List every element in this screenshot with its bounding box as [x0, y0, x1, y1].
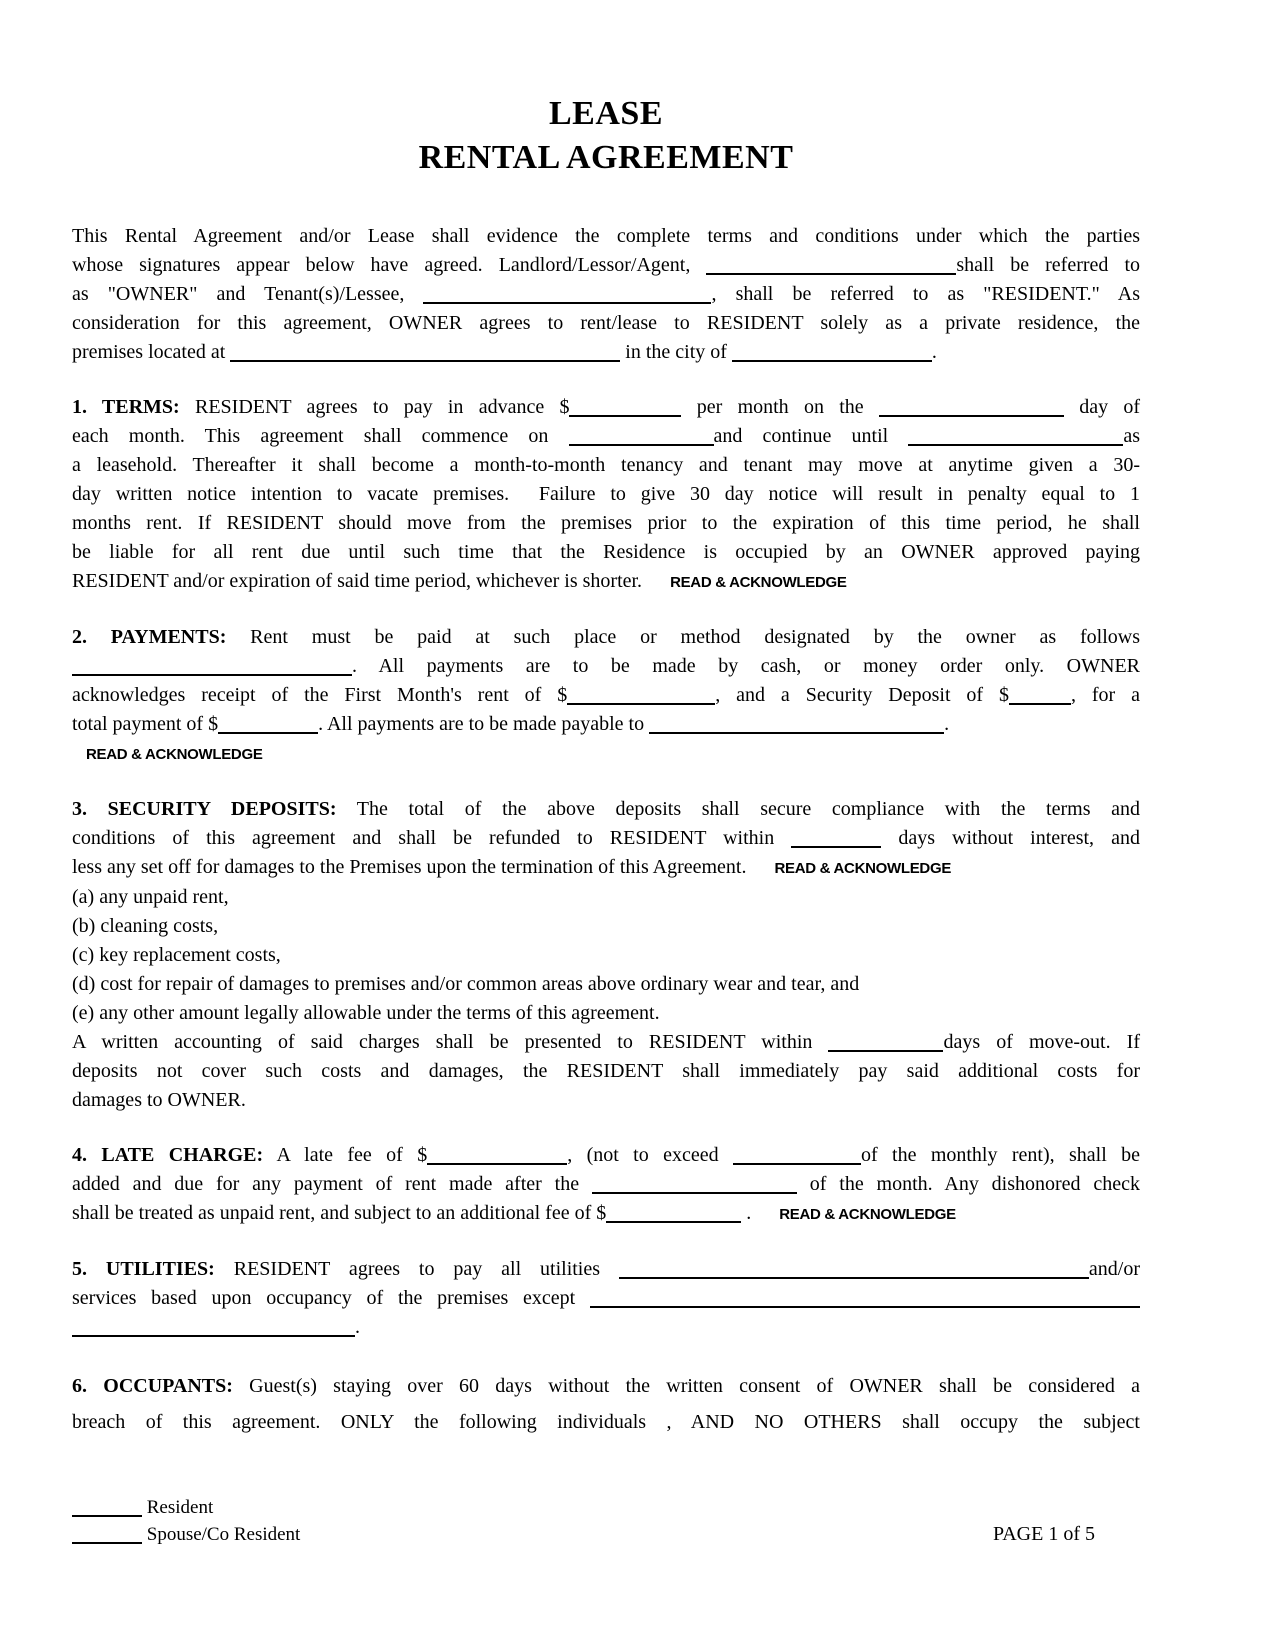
- text-run: consideration for this agreement, OWNER agrees to rent/lease to RESIDENT solely as a private residence, the: [72, 312, 1140, 334]
- section-intro: [72, 222, 1140, 367]
- text-line: [72, 623, 1140, 652]
- text-run: as: [1123, 425, 1140, 447]
- text-run: days without interest, and: [881, 827, 1140, 849]
- text-line: [72, 824, 1140, 853]
- text-line: [72, 222, 1140, 251]
- text-run: .: [931, 341, 937, 363]
- fill-in-blank: [649, 728, 944, 734]
- section-heading: 1. TERMS:: [72, 396, 180, 418]
- document-title: [72, 0, 1140, 180]
- text-run: premises located at: [72, 341, 231, 363]
- text-line: [72, 1057, 1140, 1086]
- text-run: , (not to exceed: [567, 1144, 733, 1166]
- text-run: as "OWNER" and Tenant(s)/Lessee,: [72, 283, 424, 305]
- text-run: Rent must be paid at such place or method designated by the owner as follows: [226, 626, 1140, 648]
- fill-in-blank: [569, 411, 681, 417]
- signature-row: [72, 1521, 1140, 1548]
- fill-in-blank: [427, 1159, 567, 1165]
- text-run: Guest(s) staying over 60 days without the written consent of OWNER shall be considered a: [232, 1375, 1140, 1397]
- text-run: total payment of $: [72, 713, 219, 735]
- section-heading: 4. LATE CHARGE:: [72, 1144, 264, 1166]
- text-run: of the monthly rent), shall be: [860, 1144, 1141, 1166]
- text-line: [72, 1284, 1140, 1313]
- section-terms: [72, 393, 1140, 597]
- section-utilities: [72, 1255, 1140, 1342]
- text-run: .: [944, 713, 950, 735]
- text-run: be liable for all rent due until such time that the Residence is occupied by an OWNER approved paying: [72, 541, 1140, 563]
- text-line: [72, 652, 1140, 681]
- fill-in-blank: [1009, 699, 1071, 705]
- read-acknowledge-label: READ & ACKNOWLEDGE: [779, 1206, 956, 1223]
- document-title-line2: RENTAL AGREEMENT: [418, 139, 794, 176]
- text-line: [72, 251, 1140, 280]
- fill-in-blank: [791, 842, 881, 848]
- read-acknowledge-label: READ & ACKNOWLEDGE: [774, 860, 952, 877]
- text-run: The total of the above deposits shall secure compliance with the terms and: [336, 798, 1141, 820]
- section-payments: [72, 623, 1140, 769]
- text-run: conditions of this agreement and shall be refunded to RESIDENT within: [72, 827, 792, 849]
- text-run: day written notice intention to vacate premises. Failure to give 30 day notice will result in penalty equal to 1: [72, 483, 1140, 505]
- text-line: [72, 941, 1140, 970]
- section-heading: 5. UTILITIES:: [72, 1258, 215, 1280]
- text-line: [72, 1199, 1140, 1229]
- text-run: .: [741, 1202, 752, 1224]
- text-line: [72, 509, 1140, 538]
- signer-label: Spouse/Co Resident: [146, 1524, 301, 1545]
- text-line: [72, 710, 1140, 739]
- text-run: RESIDENT agrees to pay all utilities: [214, 1258, 619, 1280]
- text-run: in the city of: [620, 341, 732, 363]
- text-line: [72, 1368, 1140, 1404]
- text-line: [72, 451, 1140, 480]
- fill-in-blank: [218, 728, 318, 734]
- text-run: A written accounting of said charges shall be presented to RESIDENT within: [72, 1031, 829, 1053]
- fill-in-blank: [72, 670, 352, 676]
- fill-in-blank: [606, 1217, 741, 1223]
- text-line: [72, 681, 1140, 710]
- text-run: deposits not cover such costs and damages, the RESIDENT shall immediately pay said additional costs for: [72, 1060, 1140, 1082]
- text-run: .: [355, 1316, 360, 1338]
- signature-blank: [72, 1538, 142, 1544]
- text-line: [72, 1170, 1140, 1199]
- section-late-charge: [72, 1141, 1140, 1229]
- text-run: per month on the: [681, 396, 879, 418]
- text-line: [72, 567, 1140, 597]
- fill-in-blank: [590, 1302, 1140, 1308]
- text-line: [72, 1028, 1140, 1057]
- text-run: RESIDENT and/or expiration of said time period, whichever is shorter.: [72, 570, 643, 592]
- text-line: [72, 1086, 1140, 1115]
- text-run: acknowledges receipt of the First Month's rent of $: [72, 684, 568, 706]
- signature-row: [72, 1494, 1140, 1521]
- document-content: [72, 0, 1140, 1466]
- fill-in-blank: [230, 356, 620, 362]
- text-line: [72, 739, 1140, 769]
- read-acknowledge-label: READ & ACKNOWLEDGE: [670, 574, 847, 591]
- document-body: [72, 222, 1140, 1440]
- text-line: [72, 480, 1140, 509]
- text-run: added and due for any payment of rent made after the: [72, 1173, 592, 1195]
- fill-in-blank: [733, 1159, 861, 1165]
- text-run: months rent. If RESIDENT should move from the premises prior to the expiration of this time period, he shall: [72, 512, 1140, 534]
- text-line: [72, 853, 1140, 883]
- text-run: a leasehold. Thereafter it shall become a month-to-month tenancy and tenant may move at anytime given a 30-: [72, 454, 1140, 476]
- text-run: , shall be referred to as "RESIDENT." As: [711, 283, 1140, 305]
- text-line: [72, 970, 1140, 999]
- signer-label: Resident: [146, 1497, 214, 1518]
- section-heading: 2. PAYMENTS:: [72, 626, 227, 648]
- fill-in-blank: [908, 440, 1123, 446]
- fill-in-blank: [828, 1046, 943, 1052]
- text-run: day of: [1063, 396, 1141, 418]
- text-run: services based upon occupancy of the premises except: [72, 1287, 590, 1309]
- fill-in-blank: [72, 1331, 355, 1337]
- fill-in-blank: [592, 1188, 797, 1194]
- text-run: each month. This agreement shall commence on: [72, 425, 569, 447]
- page-footer: [72, 1494, 1140, 1548]
- text-run: , and a Security Deposit of $: [715, 684, 1009, 706]
- fill-in-blank: [879, 411, 1064, 417]
- text-line: [72, 883, 1140, 912]
- text-line: [72, 393, 1140, 422]
- text-run: breach of this agreement. ONLY the following individuals , AND NO OTHERS shall occupy the subject: [72, 1411, 1140, 1433]
- signature-lines: [72, 1494, 1140, 1548]
- text-run: (c) key replacement costs,: [72, 944, 281, 966]
- text-run: damages to OWNER.: [72, 1089, 246, 1111]
- fill-in-blank: [569, 440, 714, 446]
- fill-in-blank: [706, 269, 956, 275]
- text-line: [72, 1404, 1140, 1440]
- text-run: (e) any other amount legally allowable under the terms of this agreement.: [72, 1002, 660, 1024]
- text-run: . All payments are to be made by cash, or money order only. OWNER: [352, 655, 1140, 677]
- text-line: [72, 309, 1140, 338]
- text-run: days of move-out. If: [943, 1031, 1141, 1053]
- text-run: and/or: [1088, 1258, 1141, 1280]
- text-line: [72, 422, 1140, 451]
- read-acknowledge-label: READ & ACKNOWLEDGE: [86, 746, 263, 763]
- text-line: [72, 1255, 1140, 1284]
- text-run: This Rental Agreement and/or Lease shall evidence the complete terms and conditions under which the parties: [72, 225, 1140, 247]
- fill-in-blank: [567, 699, 715, 705]
- text-run: . All payments are to be made payable to: [318, 713, 650, 735]
- signature-blank: [72, 1511, 142, 1517]
- text-run: (a) any unpaid rent,: [72, 886, 229, 908]
- section-security-deposits: [72, 795, 1140, 1115]
- text-run: less any set off for damages to the Premises upon the termination of this Agreement.: [72, 856, 747, 878]
- section-occupants: [72, 1368, 1140, 1440]
- text-line: [72, 1313, 1140, 1342]
- text-line: [72, 1141, 1140, 1170]
- text-run: shall be treated as unpaid rent, and subject to an additional fee of $: [72, 1202, 607, 1224]
- text-run: A late fee of $: [263, 1144, 428, 1166]
- section-heading: 3. SECURITY DEPOSITS:: [72, 798, 337, 820]
- text-run: , for a: [1070, 684, 1141, 706]
- document-title-line1: LEASE: [549, 95, 663, 132]
- text-line: [72, 795, 1140, 824]
- text-run: shall be referred to: [956, 254, 1140, 276]
- text-run: and continue until: [713, 425, 909, 447]
- fill-in-blank: [619, 1273, 1089, 1279]
- text-run: whose signatures appear below have agreed. Landlord/Lessor/Agent,: [72, 254, 707, 276]
- fill-in-blank: [423, 298, 711, 304]
- text-run: (b) cleaning costs,: [72, 915, 219, 937]
- text-line: [72, 538, 1140, 567]
- text-run: of the month. Any dishonored check: [796, 1173, 1141, 1195]
- text-line: [72, 912, 1140, 941]
- page-number: PAGE 1 of 5: [992, 1523, 1095, 1545]
- text-line: [72, 999, 1140, 1028]
- section-heading: 6. OCCUPANTS:: [72, 1375, 233, 1397]
- fill-in-blank: [732, 356, 932, 362]
- text-run: RESIDENT agrees to pay in advance $: [179, 396, 570, 418]
- text-run: (d) cost for repair of damages to premises and/or common areas above ordinary wear and tear, and: [72, 973, 860, 995]
- text-line: [72, 280, 1140, 309]
- text-line: [72, 338, 1140, 367]
